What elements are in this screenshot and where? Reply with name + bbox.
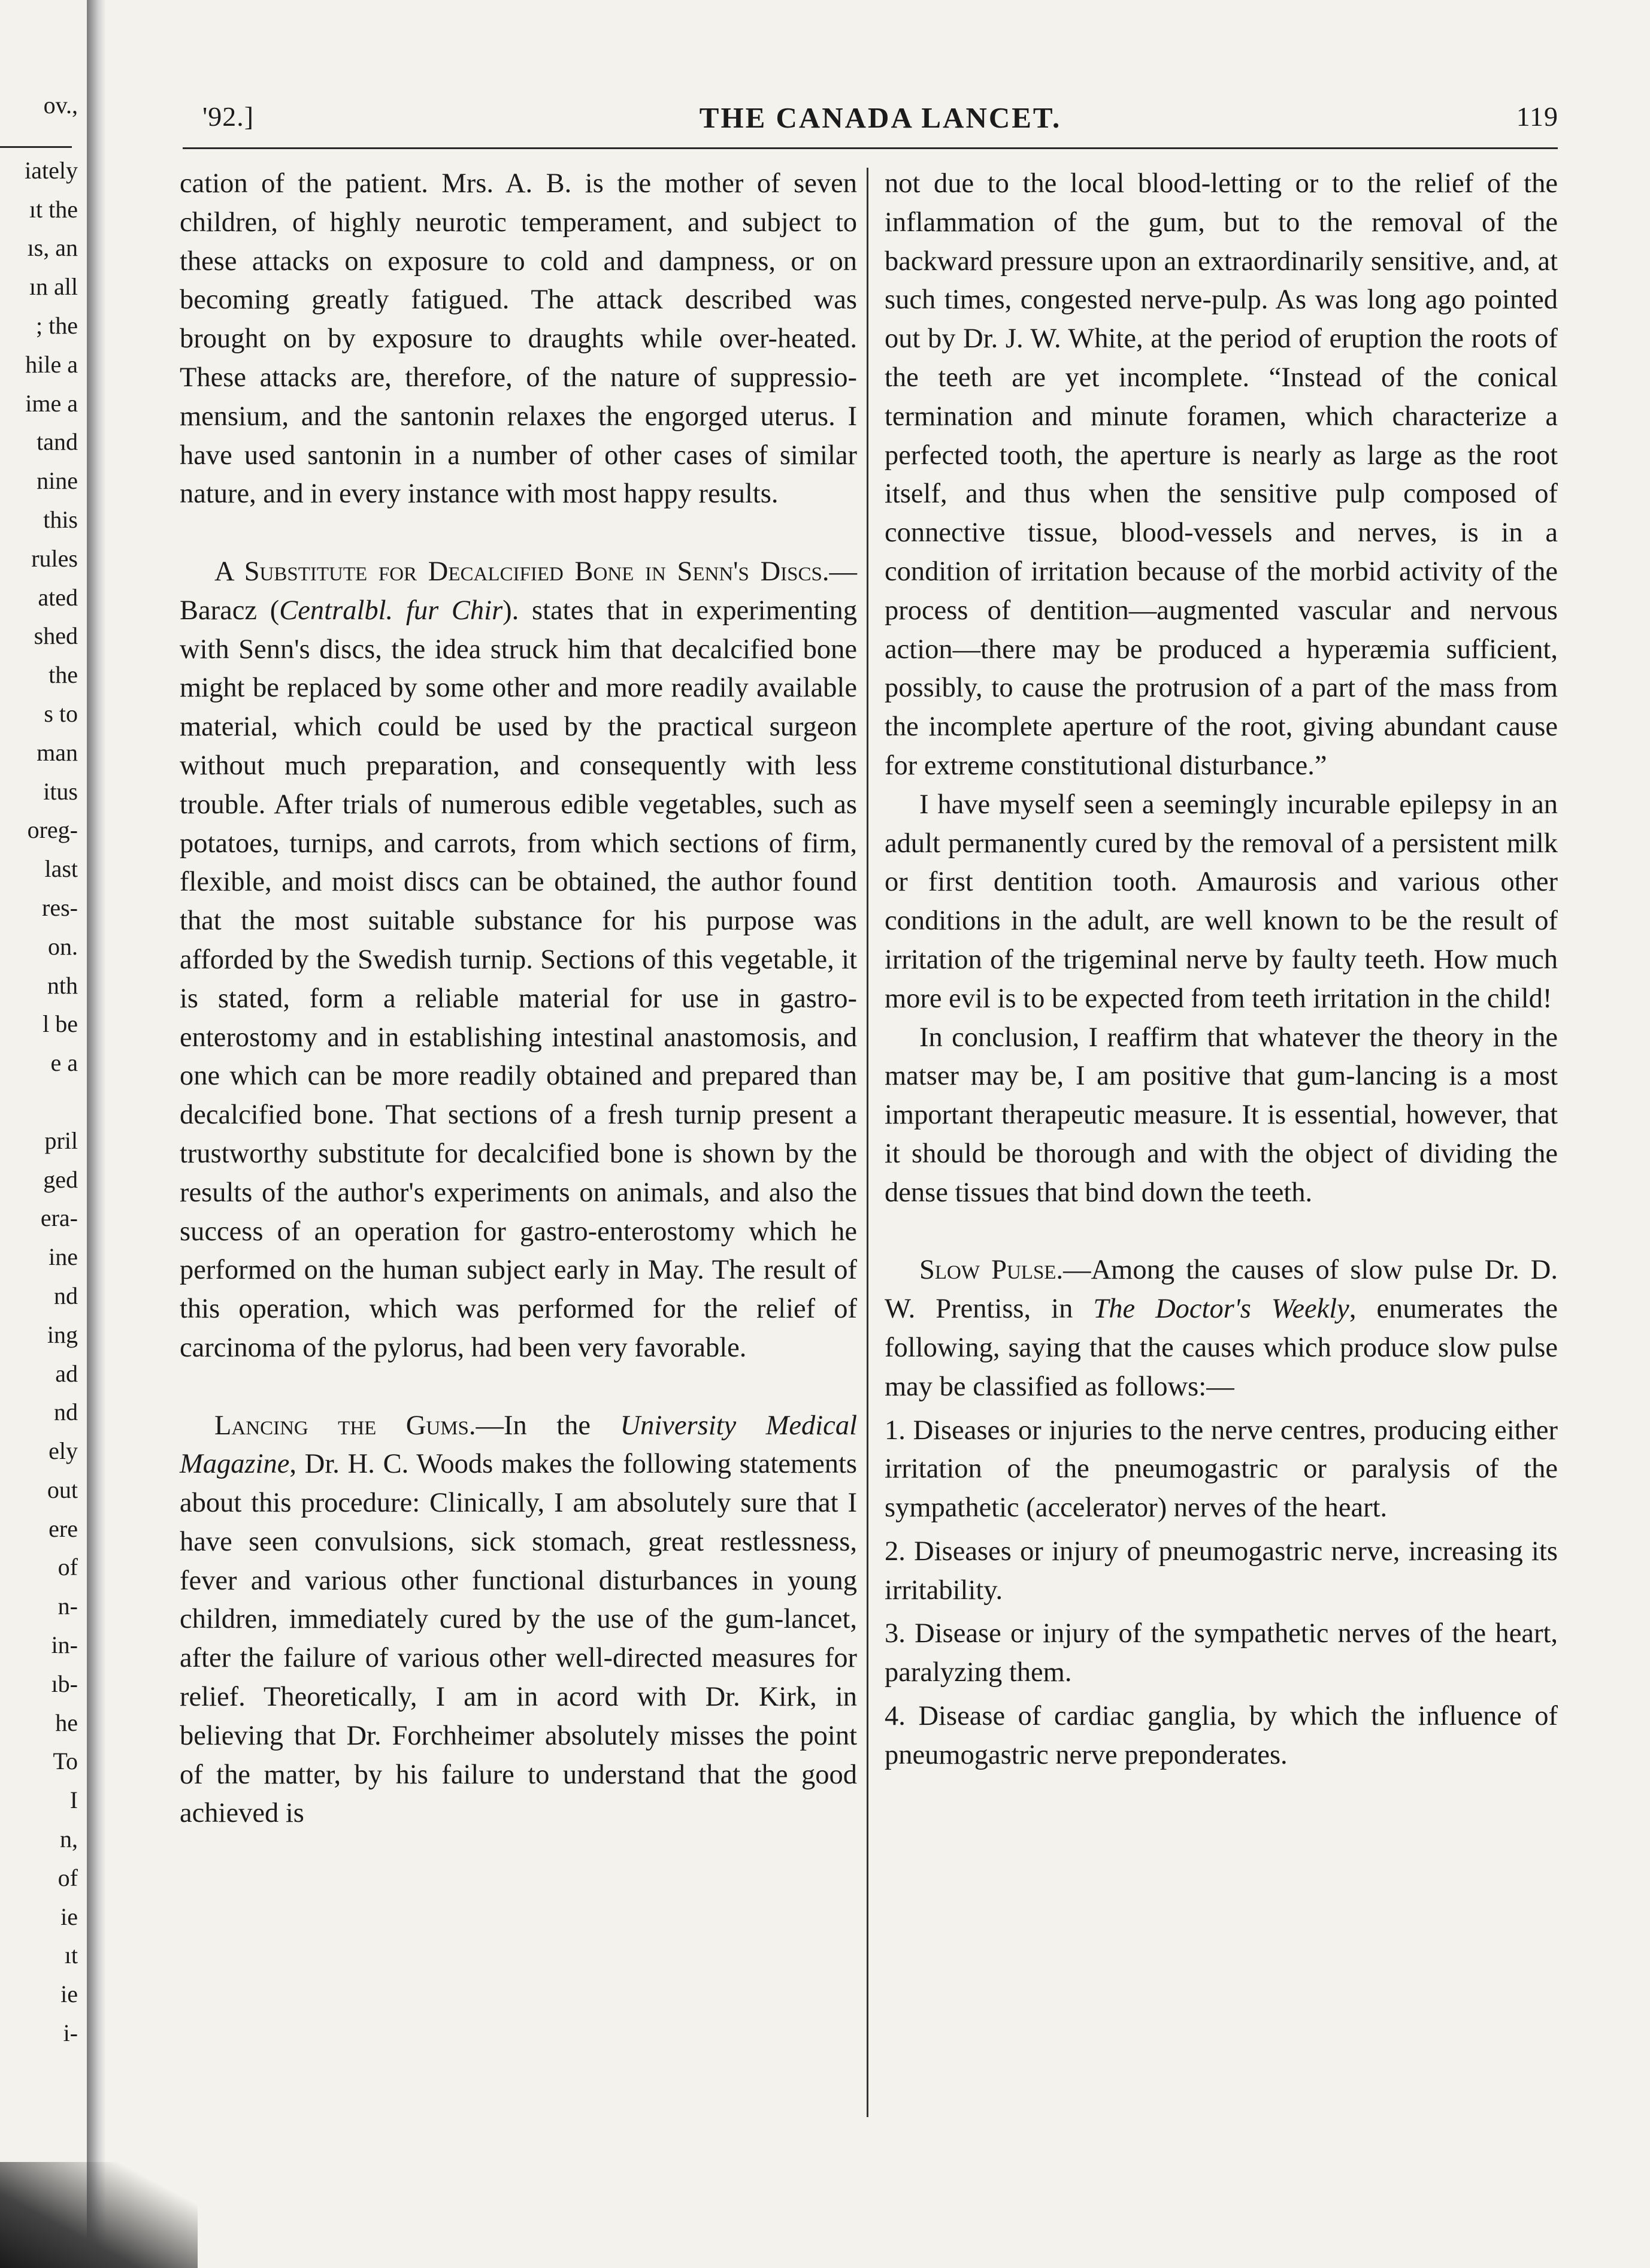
prev-page-fragment: iately bbox=[25, 156, 78, 184]
prev-page-fragment: ıs, an bbox=[27, 234, 78, 262]
previous-page-fragments bbox=[0, 90, 78, 2053]
prev-page-header: ov., bbox=[43, 92, 78, 119]
prev-page-fragment: pril bbox=[44, 1127, 78, 1154]
prev-page-fragment: ıt bbox=[64, 1942, 78, 1969]
prev-page-fragment: era- bbox=[40, 1204, 78, 1232]
prev-page-fragment: rules bbox=[31, 544, 78, 572]
list-item: 4. Disease of cardiac ganglia, by which the influence of pneumogastric nerve preponderates. bbox=[885, 1701, 1558, 1770]
prev-page-fragment: oreg- bbox=[27, 816, 78, 844]
prev-page-fragment: To bbox=[53, 1748, 78, 1775]
prev-page-fragment: nth bbox=[47, 971, 78, 999]
prev-page-fragment: this bbox=[43, 505, 78, 533]
article-heading: Lancing the Gums. bbox=[214, 1410, 476, 1441]
journal-title: THE CANADA LANCET. bbox=[699, 101, 1062, 134]
prev-page-fragment: n, bbox=[60, 1825, 78, 1853]
prev-page-fragment: shed bbox=[34, 622, 78, 650]
prev-page-fragment: ; the bbox=[36, 311, 78, 339]
source-citation: University Medical Magazine bbox=[180, 1410, 857, 1480]
prev-page-fragment: out bbox=[47, 1476, 78, 1503]
prev-page-fragment: ıb- bbox=[51, 1670, 78, 1697]
prev-page-fragment: last bbox=[44, 855, 78, 883]
prev-page-fragment: ime a bbox=[25, 389, 78, 417]
right-column bbox=[885, 165, 1558, 1775]
prev-page-fragment: tand bbox=[37, 428, 78, 456]
prev-page-fragment: ine bbox=[49, 1243, 78, 1271]
prev-page-fragment: ely bbox=[49, 1437, 78, 1465]
prev-page-fragment: nd bbox=[54, 1398, 78, 1426]
prev-page-fragment-list bbox=[0, 152, 78, 2053]
prev-page-fragment: ıt the bbox=[29, 195, 78, 223]
article-slow-pulse: Slow Pulse.—Among the causes of slow pulse Dr. D. W. Prentiss, in The Doctor's Weekly, enumerates the following, saying that the causes which produce slow pulse may be classified as follows:— bbox=[885, 1255, 1558, 1402]
prev-page-fragment: s to bbox=[44, 700, 78, 727]
right-paragraph-2: I have myself seen a seemingly incurable epilepsy in an adult permanently cured by the removal of a persistent milk or first dentition tooth. Amaurosis and various other conditions in the adult, are well known to be the result of irritation of the trigeminal nerve by faulty teeth. How much more evil is to be expected from teeth irritation in the child! bbox=[885, 789, 1558, 1014]
right-continuation-paragraph: not due to the local blood-letting or to the relief of the inflammation of the gum, but to the removal of the backward pressure upon an extraordinarily sensitive, and, at such times, congested nerve-pulp. As was long ago pointed out by Dr. J. W. White, at the period of eruption the roots of the teeth are yet incomplete. “Instead of the conical termination and minute foramen, which characterize a perfected tooth, the aperture is nearly as large as the root itself, and thus when the sensitive pulp composed of connective tissue, blood-vessels and nerves, is in a condition of irritation because of the morbid activity of the process of dentition—augmented vascular and nervous action—there may be produced a hyperæmia sufficient, possibly, to cause the protrusion of a part of the mass from the incomplete aperture of the root, giving abundant cause for extreme constitutional disturbance.” bbox=[885, 168, 1558, 781]
prev-page-fragment: res- bbox=[42, 894, 78, 921]
prev-page-fragment: ad bbox=[55, 1359, 78, 1387]
prev-page-fragment: ing bbox=[47, 1321, 78, 1348]
prev-page-fragment: I bbox=[69, 1786, 78, 1814]
source-citation: The Doctor's Weekly bbox=[1093, 1294, 1349, 1325]
prev-page-fragment: he bbox=[55, 1709, 78, 1736]
prev-page-fragment: on. bbox=[48, 932, 78, 960]
article-substitute-bone: A Substitute for Decalcified Bone in Senn's Discs.—Baracz (Centralbl. fur Chir). states that in experimenting with Senn's discs, the idea struck him that decalcified bone might be replaced by some other and more readily available material, which could be used by the practical surgeon without much preparation, and consequently with less trouble. After trials of numerous edible vegetables, such as potatoes, turnips, and carrots, from which sections of firm, flexible, and moist discs can be obtained, the author found that the most suitable substance for his purpose was afforded by the Swedish turnip. Sections of this vegetable, it is stated, form a reliable material for use in gastro-enterostomy and in establishing intestinal anastomosis, and one which can be more readily obtained and prepared than decalcified bone. That sections of a fresh turnip present a trustworthy substitute for decalcified bone is shown by the results of the author's experiments on animals, and also the success of an operation for gastro-enterostomy which he performed on the human subject early in May. The result of this operation, which was performed for the relief of carcinoma of the pylorus, had been very favorable. bbox=[180, 556, 857, 1363]
prev-page-fragment: hile a bbox=[25, 350, 78, 378]
prev-page-fragment: ated bbox=[38, 583, 78, 611]
list-item: 3. Disease or injury of the sympathetic nerves of the heart, paralyzing them. bbox=[885, 1618, 1558, 1688]
source-citation: Centralbl. fur Chir bbox=[279, 595, 503, 626]
prev-page-fragment: nine bbox=[37, 467, 78, 495]
right-paragraph-3: In conclusion, I reaffirm that whatever the theory in the matser may be, I am positive that gum-lancing is a most important therapeutic measure. It is essential, however, that it should be thorough and with the object of dividing the dense tissues that bind down the teeth. bbox=[885, 1022, 1558, 1208]
list-item: 2. Diseases or injury of pneumogastric nerve, increasing its irritability. bbox=[885, 1536, 1558, 1606]
left-column bbox=[180, 165, 857, 1833]
running-head bbox=[202, 101, 1558, 143]
prev-page-fragment: nd bbox=[54, 1282, 78, 1309]
prev-page-fragment: of bbox=[57, 1864, 78, 1891]
article-heading: Slow Pulse. bbox=[919, 1255, 1064, 1286]
page-corner-shadow bbox=[0, 2162, 198, 2268]
prev-page-fragment: e a bbox=[50, 1049, 78, 1077]
prev-page-header-rule bbox=[0, 146, 72, 148]
header-rule bbox=[183, 147, 1558, 149]
left-opening-paragraph: cation of the patient. Mrs. A. B. is the mother of seven children, of highly neurotic temperament, and subject to these attacks on exposure to cold and dampness, or on becoming greatly fatigued. The attack described was brought on by exposure to draughts while over-heated. These attacks are, therefore, of the nature of suppressio-mensium, and the santonin relaxes the engorged uterus. I have used santonin in a number of other cases of similar nature, and in every instance with most happy results. bbox=[180, 168, 857, 510]
prev-page-fragment: ie bbox=[60, 1903, 78, 1930]
page-number: 119 bbox=[1516, 101, 1558, 132]
article-heading: A Substitute for Decalcified Bone in Senn's Discs. bbox=[214, 556, 829, 587]
column-divider bbox=[867, 168, 868, 2117]
prev-page-fragment: itus bbox=[43, 777, 78, 805]
prev-page-fragment: of bbox=[57, 1554, 78, 1581]
prev-page-fragment: l be bbox=[43, 1010, 78, 1038]
prev-page-fragment: ged bbox=[43, 1165, 78, 1193]
prev-page-fragment: n- bbox=[57, 1592, 78, 1620]
slow-pulse-list bbox=[885, 1412, 1558, 1775]
prev-page-fragment: ın all bbox=[29, 273, 78, 301]
book-binding-shadow bbox=[87, 0, 106, 2268]
prev-page-fragment: i- bbox=[63, 2019, 78, 2047]
prev-page-fragment: the bbox=[49, 661, 78, 689]
article-lancing-gums: Lancing the Gums.—In the University Medical Magazine, Dr. H. C. Woods makes the following statements about this procedure: Clinically, I am absolutely sure that I have seen convulsions, sick stomach, great restlessness, fever and various other functional disturbances in young children, immediately cured by the use of the gum-lancet, after the failure of various other well-directed measures for relief. Theoretically, I am in acord with Dr. Kirk, in believing that Dr. Forchheimer absolutely misses the point of the matter, by his failure to understand that the good achieved is bbox=[180, 1410, 857, 1829]
prev-page-fragment: man bbox=[37, 738, 78, 766]
prev-page-fragment bbox=[0, 1083, 78, 1122]
list-item: 1. Diseases or injuries to the nerve centres, producing either irritation of the pneumogastric or paralysis of the sympathetic (accelerator) nerves of the heart. bbox=[885, 1415, 1558, 1524]
volume-marker: '92.] bbox=[202, 101, 255, 132]
prev-page-fragment: ere bbox=[49, 1515, 78, 1542]
prev-page-fragment: ie bbox=[60, 1981, 78, 2008]
prev-page-fragment: in- bbox=[51, 1631, 78, 1659]
